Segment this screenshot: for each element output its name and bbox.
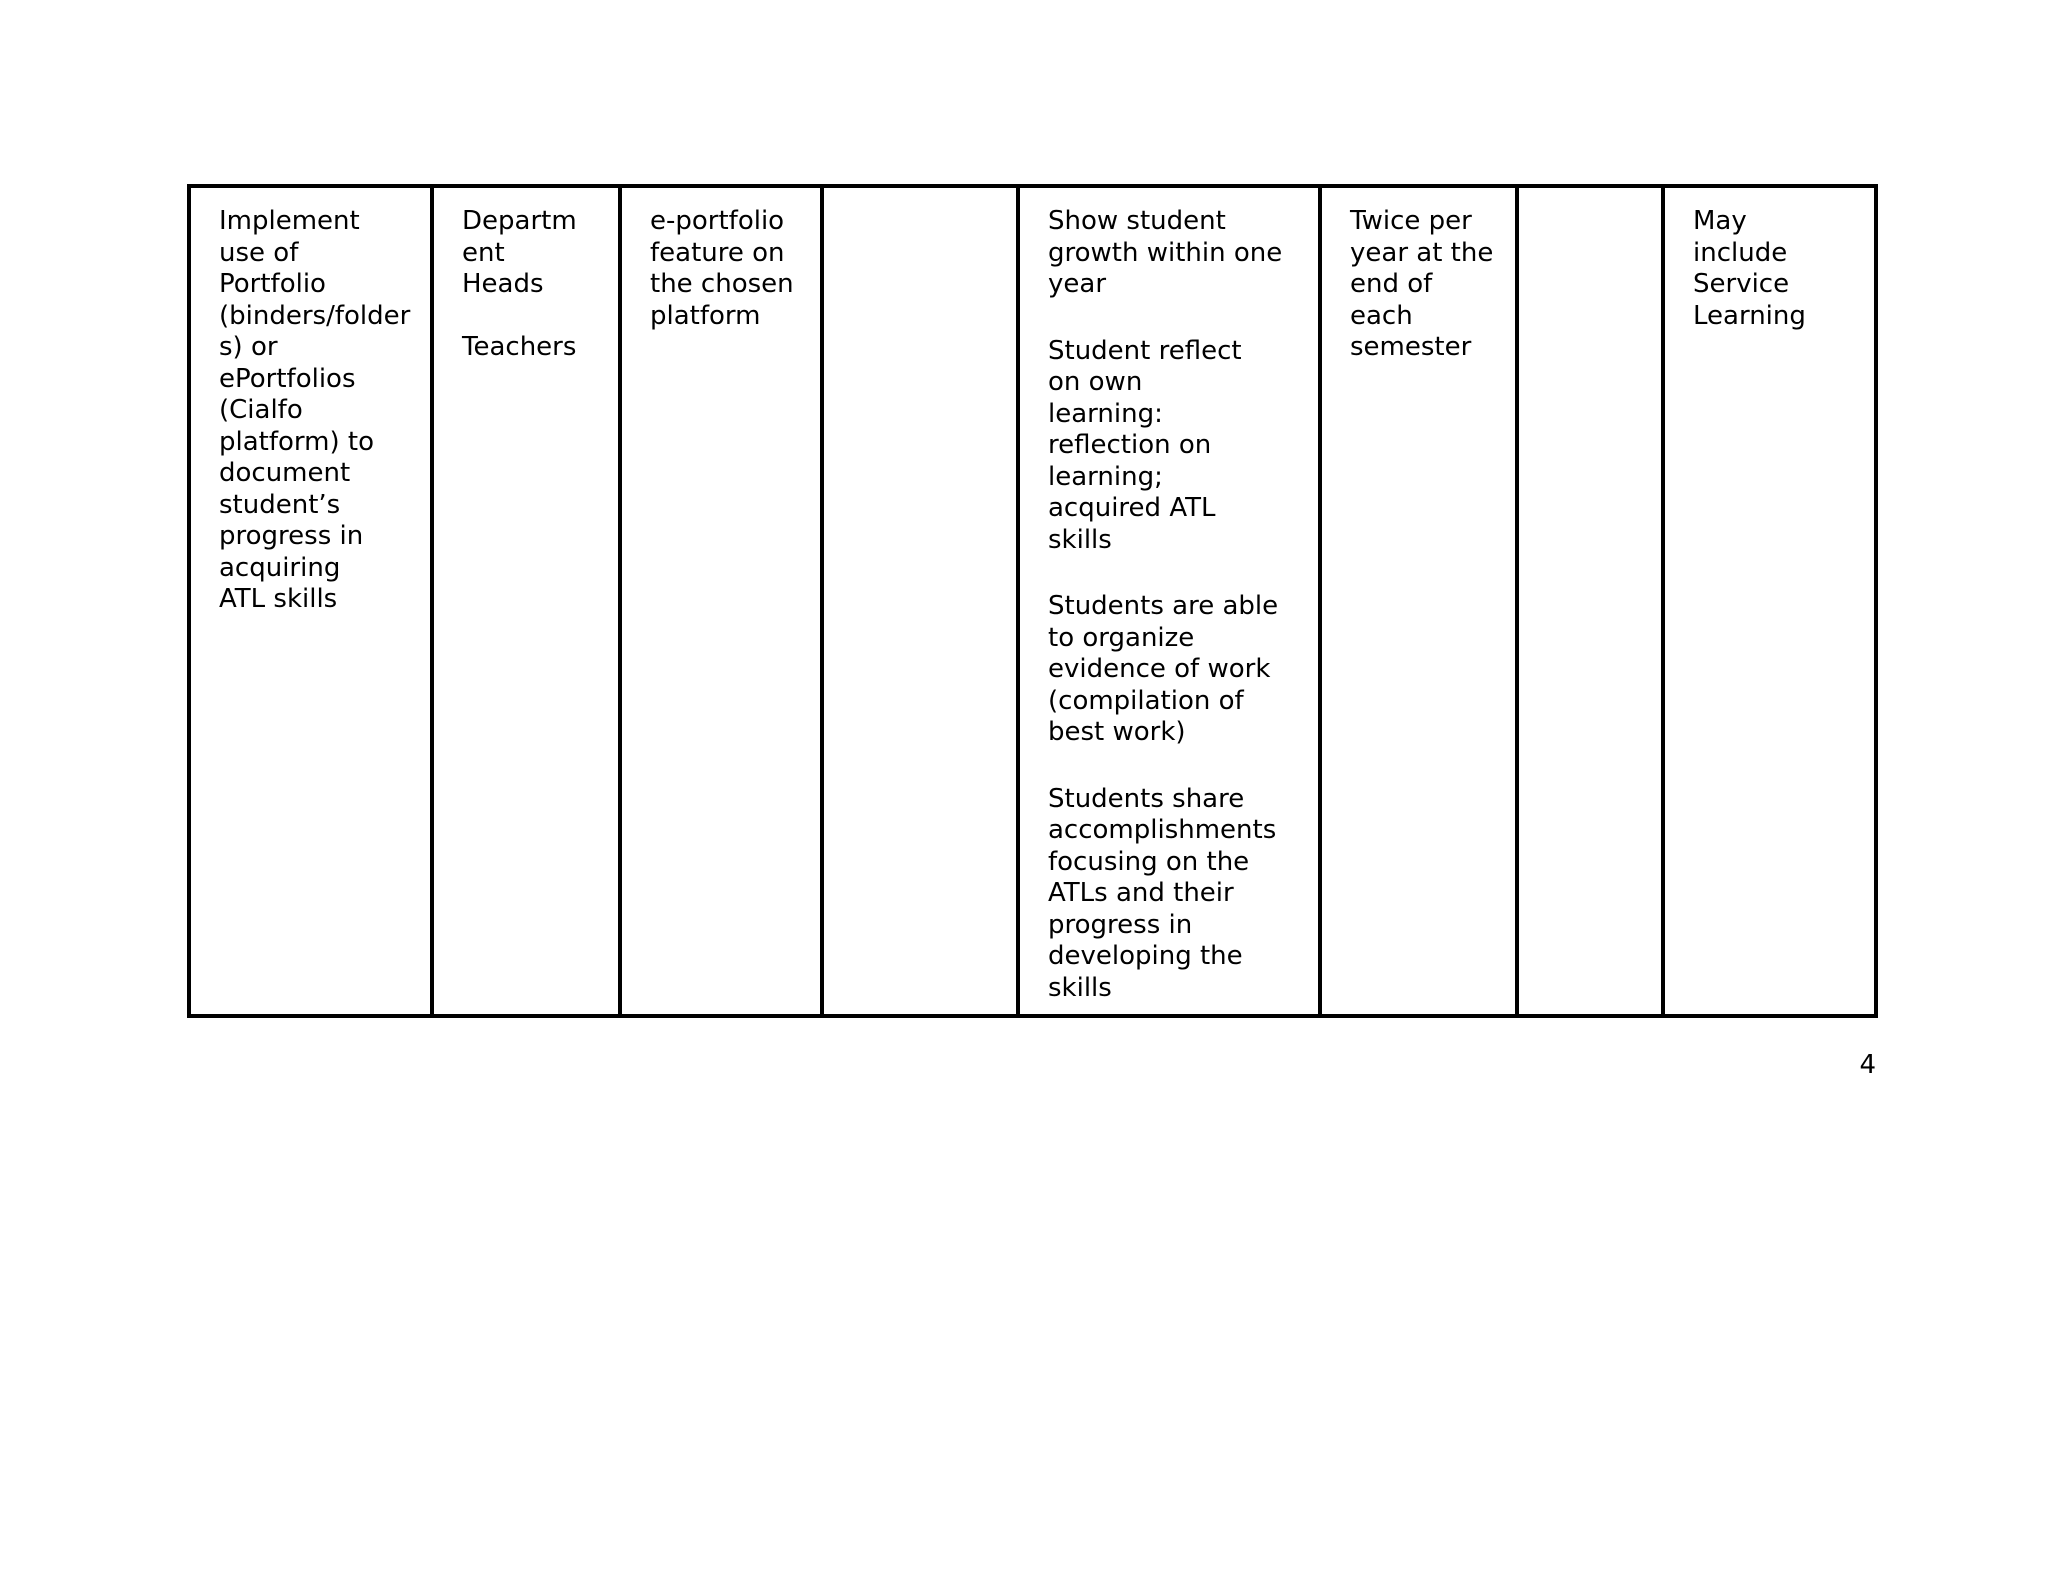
table-cell-outcomes (1018, 186, 1320, 1016)
table-row (189, 186, 1876, 1016)
table-cell-notes (1663, 186, 1876, 1016)
resources-text: e-portfolio feature on the chosen platform (650, 206, 794, 331)
outcome-text-4: Students share accomplishments focusing on the ATLs and their progress in developing the skills (1048, 783, 1277, 1003)
table-cell-strategy (189, 186, 432, 1016)
table-cell-resources (620, 186, 822, 1016)
page-number: 4 (1859, 1050, 1876, 1080)
strategy-text: Implement use of Portfolio (binders/folder s) or ePortfolios (Cialfo platform) to document student’s progress in acquiring ATL skills (219, 206, 411, 614)
timeline-text: Twice per year at the end of each semester (1350, 206, 1494, 362)
plan-table (187, 184, 1878, 1018)
outcome-text-2: Student reflect on own learning: reflection on learning; acquired ATL skills (1048, 335, 1242, 555)
outcome-text-3: Students are able to organize evidence of work (compilation of best work) (1048, 591, 1279, 747)
notes-text: May include Service Learning (1693, 206, 1806, 331)
table-cell-responsible (432, 186, 620, 1016)
table-cell-empty-1 (822, 186, 1018, 1016)
table-cell-timeline (1320, 186, 1517, 1016)
responsible-text-1: Departm ent Heads (462, 206, 577, 299)
outcome-text-1: Show student growth within one year (1048, 206, 1283, 299)
table-cell-empty-2 (1517, 186, 1663, 1016)
responsible-text-2: Teachers (462, 331, 577, 362)
